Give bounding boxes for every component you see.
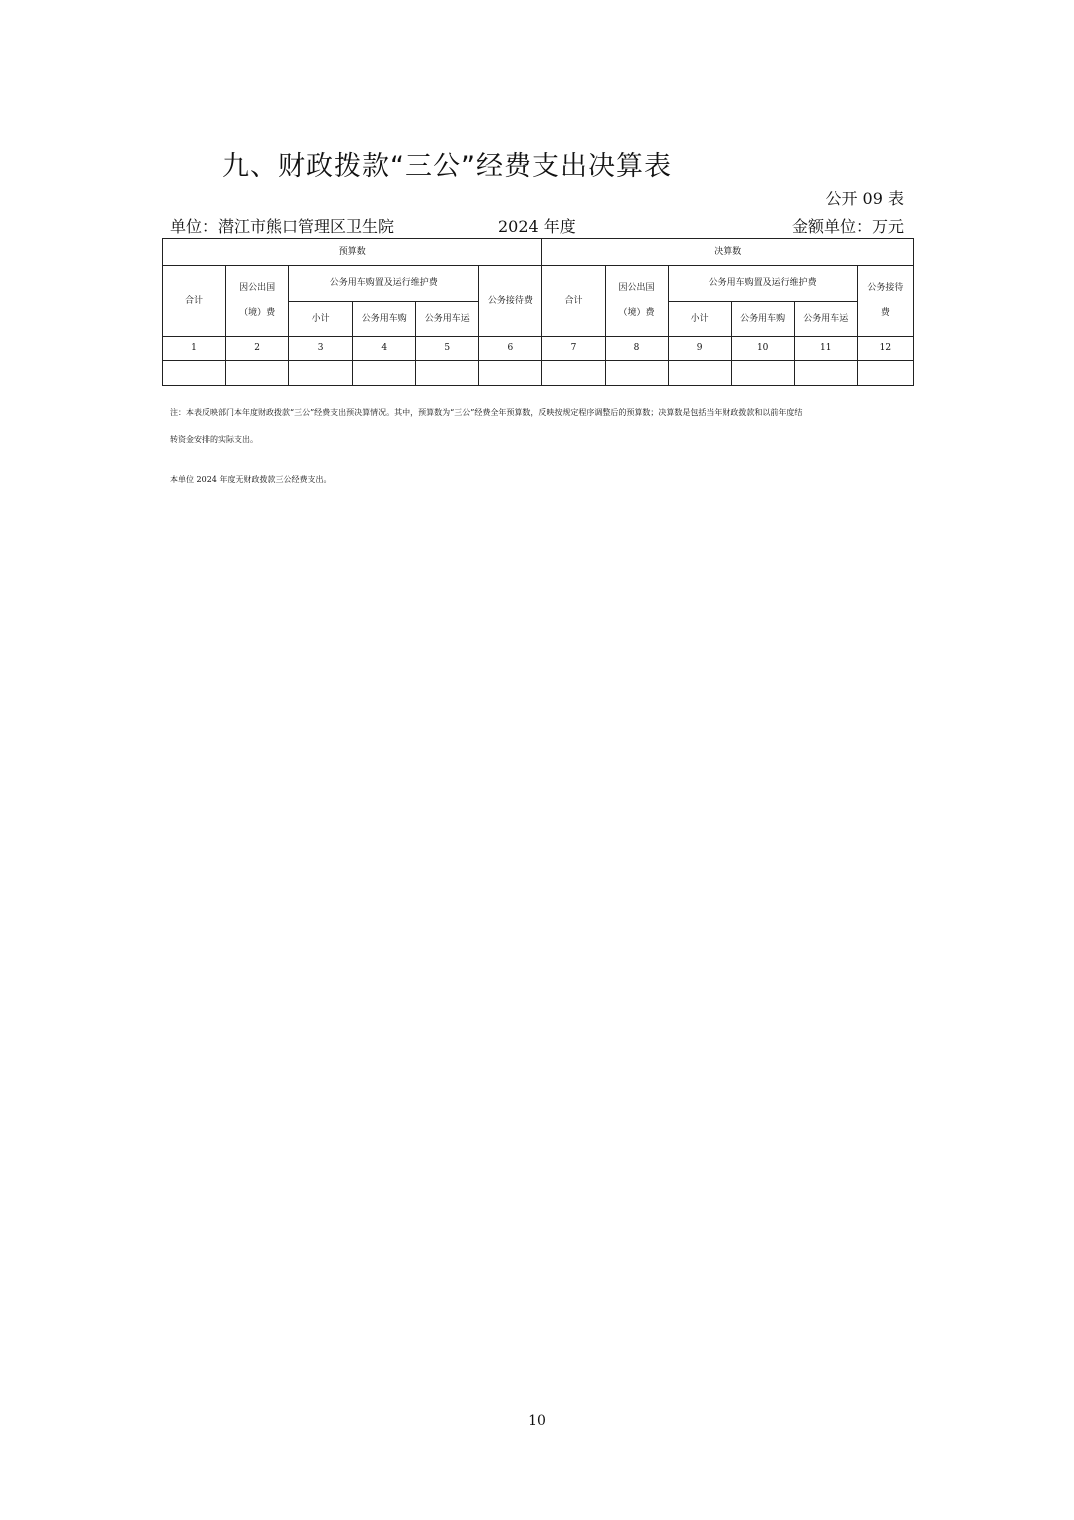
column-number: 11 [794,337,857,361]
budget-abroad-header [226,266,289,337]
column-number: 3 [289,337,353,361]
column-number: 7 [542,337,605,361]
budget-reception-header: 公务接待费 [479,266,542,337]
note-line-2: 转资金安排的实际支出。 [170,435,258,444]
final-reception-header [857,266,913,337]
final-vehicle-header: 公务用车购置及运行维护费 [668,266,857,302]
page-number: 10 [528,1413,546,1429]
empty-cell [163,361,226,386]
three-public-expense-table [162,238,914,386]
empty-cell [289,361,353,386]
final-reception-header-line2: 费 [880,308,890,318]
year-label: 2024 年度 [498,217,576,236]
empty-cell [731,361,794,386]
empty-cell [857,361,913,386]
column-number-row [163,337,914,361]
empty-cell [605,361,668,386]
column-number: 6 [479,337,542,361]
budget-vehicle-operation-header: 公务用车运 [416,302,479,337]
column-number: 9 [668,337,731,361]
empty-data-row [163,361,914,386]
column-number: 5 [416,337,479,361]
unit-label: 单位：潜江市熊口管理区卫生院 [170,217,395,236]
final-vehicle-purchase-header: 公务用车购 [731,302,794,337]
column-number: 4 [353,337,416,361]
column-number: 2 [226,337,289,361]
budget-abroad-header-line1: 因公出国 [239,283,276,294]
final-abroad-header [605,266,668,337]
final-subtotal-header: 小计 [668,302,731,337]
final-abroad-header-line1: 因公出国 [618,283,655,294]
empty-cell [794,361,857,386]
empty-cell [668,361,731,386]
empty-cell [542,361,605,386]
column-number: 8 [605,337,668,361]
column-number: 1 [163,337,226,361]
column-number: 10 [731,337,794,361]
final-reception-header-line1: 公务接待 [867,283,904,294]
column-number: 12 [857,337,913,361]
note-line-1: 注：本表反映部门本年度财政拨款“三公”经费支出预决算情况。其中，预算数为“三公”经费全年预算数，反映按规定程序调整后的预算数；决算数是包括当年财政拨款和以前年度结 [170,408,803,417]
final-vehicle-operation-header: 公务用车运 [794,302,857,337]
budget-vehicle-header: 公务用车购置及运行维护费 [289,266,479,302]
budget-vehicle-purchase-header: 公务用车购 [353,302,416,337]
money-unit-label: 金额单位：万元 [791,217,904,236]
note-no-expense: 本单位 2024 年度无财政拨款三公经费支出。 [170,475,332,484]
budget-group-header: 预算数 [163,239,542,266]
empty-cell [353,361,416,386]
form-number: 公开 09 表 [825,189,904,208]
final-group-header: 决算数 [542,239,914,266]
empty-cell [226,361,289,386]
budget-total-header: 合计 [163,266,226,337]
budget-abroad-header-line2: （境）费 [239,308,276,318]
final-abroad-header-line2: （境）费 [618,308,655,318]
budget-subtotal-header: 小计 [289,302,353,337]
empty-cell [479,361,542,386]
final-total-header: 合计 [542,266,605,337]
page-title: 九、财政拨款“三公”经费支出决算表 [222,151,672,182]
empty-cell [416,361,479,386]
